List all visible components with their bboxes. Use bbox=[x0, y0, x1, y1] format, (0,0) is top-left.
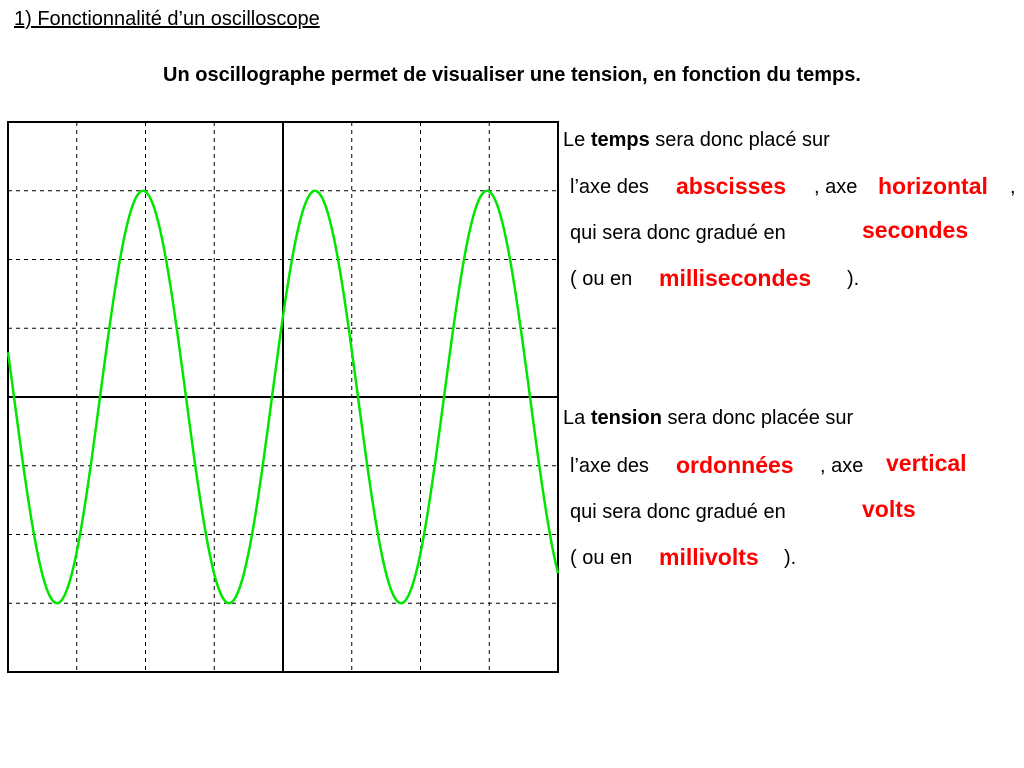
time-line-2-end: , bbox=[1010, 176, 1016, 198]
secondes-label: secondes bbox=[862, 217, 969, 243]
voltage-line-1 bbox=[563, 406, 853, 430]
voltage-keyword: tension bbox=[590, 407, 662, 429]
voltage-line-1-prefix: La bbox=[563, 407, 591, 429]
time-line-3: qui sera donc gradué en bbox=[570, 222, 786, 244]
abscisses-label: abscisses bbox=[676, 173, 786, 199]
oscilloscope-screen bbox=[0, 0, 560, 680]
time-line-1-suffix: sera donc placé sur bbox=[649, 129, 830, 151]
vertical-label: vertical bbox=[886, 450, 967, 476]
voltage-line-2-prefix: l’axe des bbox=[570, 455, 649, 477]
time-line-2-prefix: l’axe des bbox=[570, 176, 649, 198]
ordonnees-label: ordonnées bbox=[676, 452, 794, 478]
voltage-line-4-prefix: ( ou en bbox=[570, 547, 633, 569]
time-line-2-mid: , axe bbox=[814, 176, 858, 198]
time-line-4-prefix: ( ou en bbox=[570, 268, 633, 290]
section-heading: 1) Fonctionnalité d’un oscilloscope bbox=[14, 8, 320, 30]
time-keyword: temps bbox=[590, 129, 650, 151]
horizontal-label: horizontal bbox=[878, 173, 988, 199]
voltage-line-4-suffix: ). bbox=[784, 547, 797, 569]
millisecondes-label: millisecondes bbox=[659, 265, 812, 291]
subtitle: Un oscillographe permet de visualiser une tension, en fonction du temps. bbox=[163, 64, 861, 86]
time-line-1 bbox=[563, 128, 830, 152]
voltage-line-2-mid: , axe bbox=[820, 455, 864, 477]
voltage-line-1-suffix: sera donc placée sur bbox=[661, 407, 854, 429]
time-line-4-suffix: ). bbox=[847, 268, 860, 290]
time-line-1-prefix: Le bbox=[563, 129, 591, 151]
millivolts-label: millivolts bbox=[659, 544, 759, 570]
voltage-line-3: qui sera donc gradué en bbox=[570, 501, 786, 523]
volts-label: volts bbox=[862, 496, 916, 522]
